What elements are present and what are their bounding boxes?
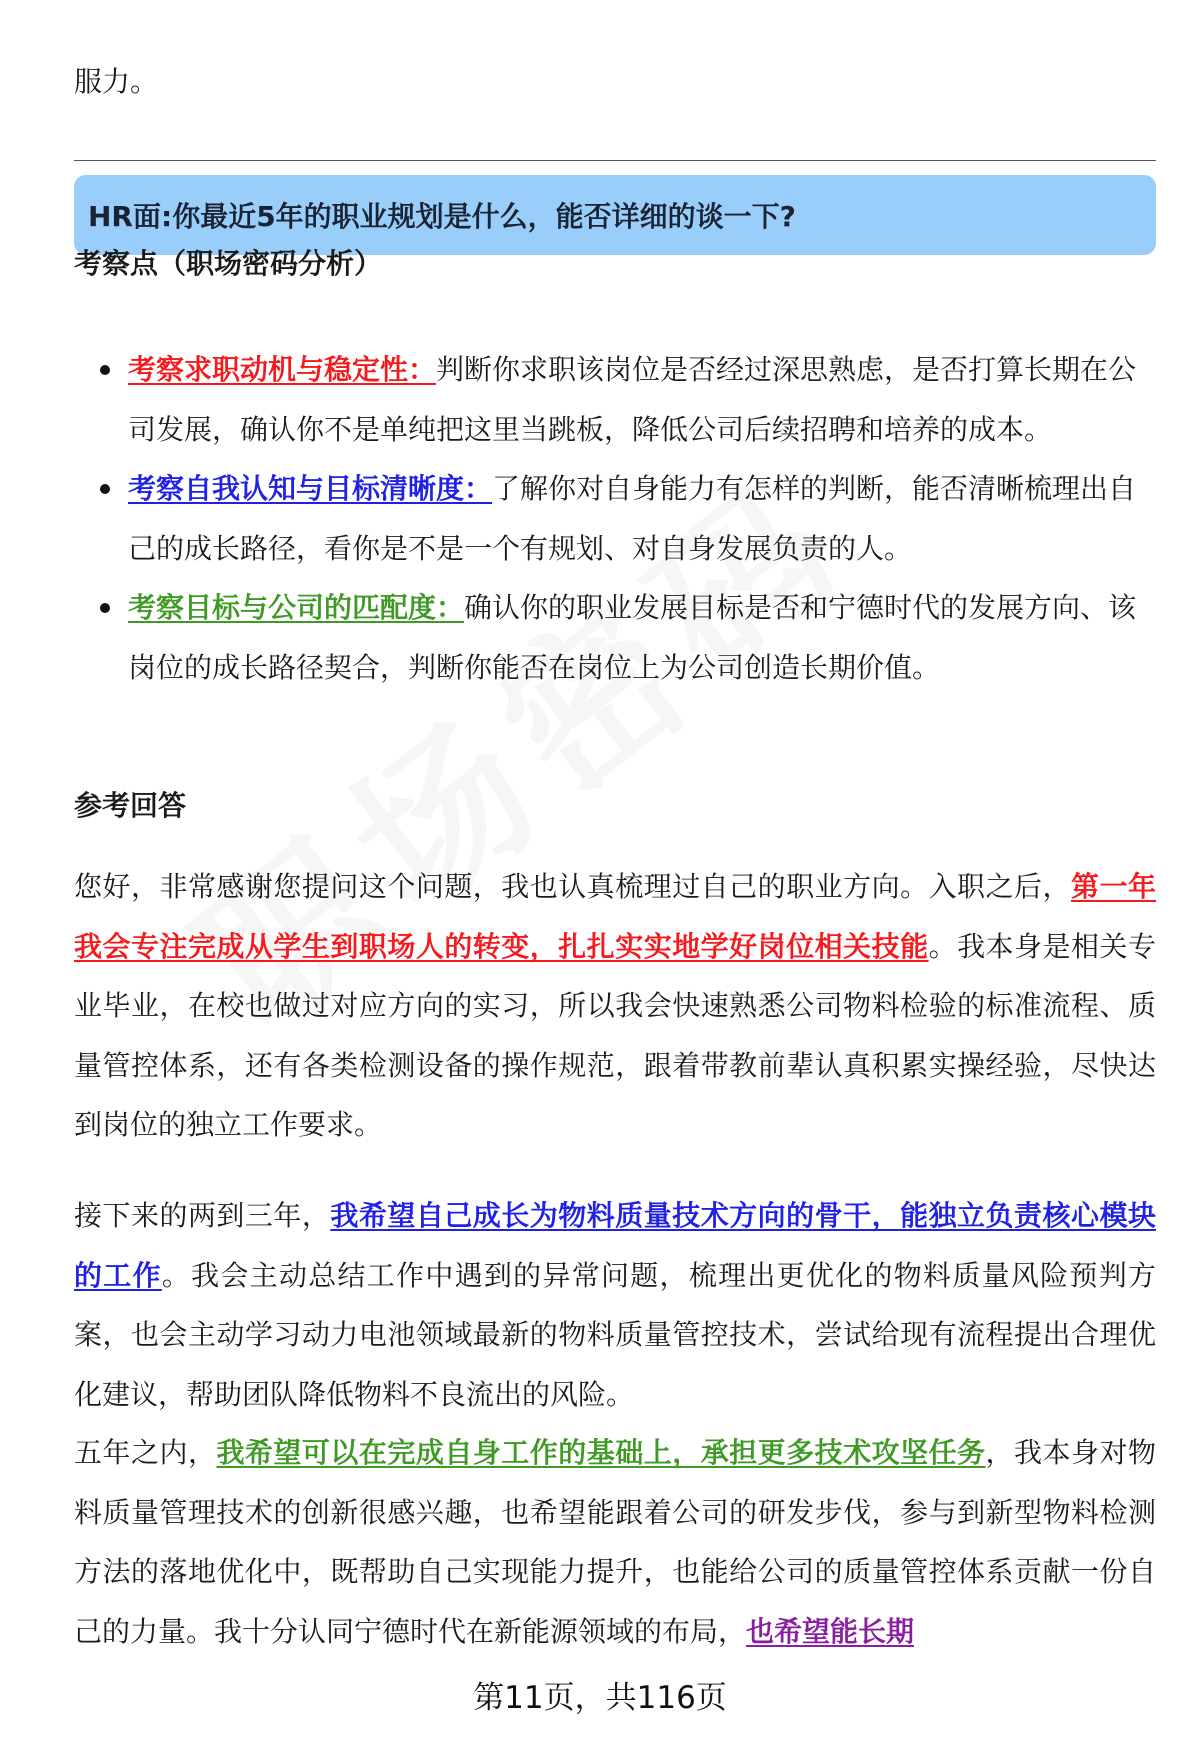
point-text: 确认你的职业发展目标是否和宁德时代的发展方向、该岗位的成长路径契合，判断你能否在岗位上为公司创造长期价值。 <box>128 591 1137 684</box>
point-keyword: 考察目标与公司的匹配度： <box>128 591 465 624</box>
answer-heading: 参考回答 <box>74 789 187 822</box>
answer-text: ，我本身对物料质量管理技术的创新很感兴趣，也希望能跟着公司的研发步伐，参与到新型物料检测方法的落地优化中，既帮助自己实现能力提升，也能给公司的质量管控体系贡献一份自己的力量。我十分认同宁德时代在新能源领域的布局， <box>74 1436 1156 1648</box>
answer-keyword: 也希望能长期 <box>746 1614 915 1648</box>
point-text: 了解你对自身能力有怎样的判断，能否清晰梳理出自己的成长路径，看你是不是一个有规划、对自身发展负责的人。 <box>128 472 1137 565</box>
answer-text: 接下来的两到三年， <box>74 1199 331 1232</box>
answer-paragraph-1 <box>74 857 1156 1155</box>
bullet-icon <box>100 603 110 613</box>
point-text: 判断你求职该岗位是否经过深思熟虑，是否打算长期在公司发展，确认你不是单纯把这里当跳板，降低公司后续招聘和培养的成本。 <box>128 353 1137 446</box>
answer-keyword: 第一年我会专注完成从学生到职场人的转变，扎扎实实地学好岗位相关技能 <box>74 870 1156 963</box>
answer-text: 您好，非常感谢您提问这个问题，我也认真梳理过自己的职业方向。入职之后， <box>74 870 1072 903</box>
answer-text: 。我本身是相关专业毕业，在校也做过对应方向的实习，所以我会快速熟悉公司物料检验的标准流程、质量管控体系，还有各类检测设备的操作规范，跟着带教前辈认真积累实操经验，尽快达到岗位的独立工作要求。 <box>74 929 1156 1141</box>
answer-text: 。我会主动总结工作中遇到的异常问题，梳理出更优化的物料质量风险预判方案，也会主动学习动力电池领域最新的物料质量管控技术，尝试给现有流程提出合理优化建议，帮助团队降低物料不良流出的风险。 <box>74 1258 1156 1411</box>
answer-paragraph-2 <box>74 1186 1156 1424</box>
bullet-icon <box>100 484 110 494</box>
list-item <box>74 340 1156 459</box>
point-keyword: 考察自我认知与目标清晰度： <box>128 472 493 505</box>
list-item <box>74 578 1156 697</box>
text-fragment: 服力。 <box>74 65 159 98</box>
answer-keyword: 我希望可以在完成自身工作的基础上，承担更多技术攻坚任务 <box>216 1436 986 1469</box>
answer-paragraph-3 <box>74 1423 1156 1661</box>
list-item <box>74 459 1156 578</box>
page-footer: 第11页，共116页 <box>473 1680 727 1716</box>
answer-text: 五年之内， <box>74 1436 217 1469</box>
question-text: HR面:你最近5年的职业规划是什么，能否详细的谈一下? <box>88 200 796 233</box>
question-box <box>74 175 1156 255</box>
answer-keyword: 我希望自己成长为物料质量技术方向的骨干，能独立负责核心模块的工作 <box>74 1199 1156 1292</box>
point-keyword: 考察求职动机与稳定性： <box>128 353 437 386</box>
points-heading: 考察点（职场密码分析） <box>74 247 383 280</box>
points-list <box>74 340 1156 697</box>
divider <box>74 160 1156 161</box>
bullet-icon <box>100 365 110 375</box>
